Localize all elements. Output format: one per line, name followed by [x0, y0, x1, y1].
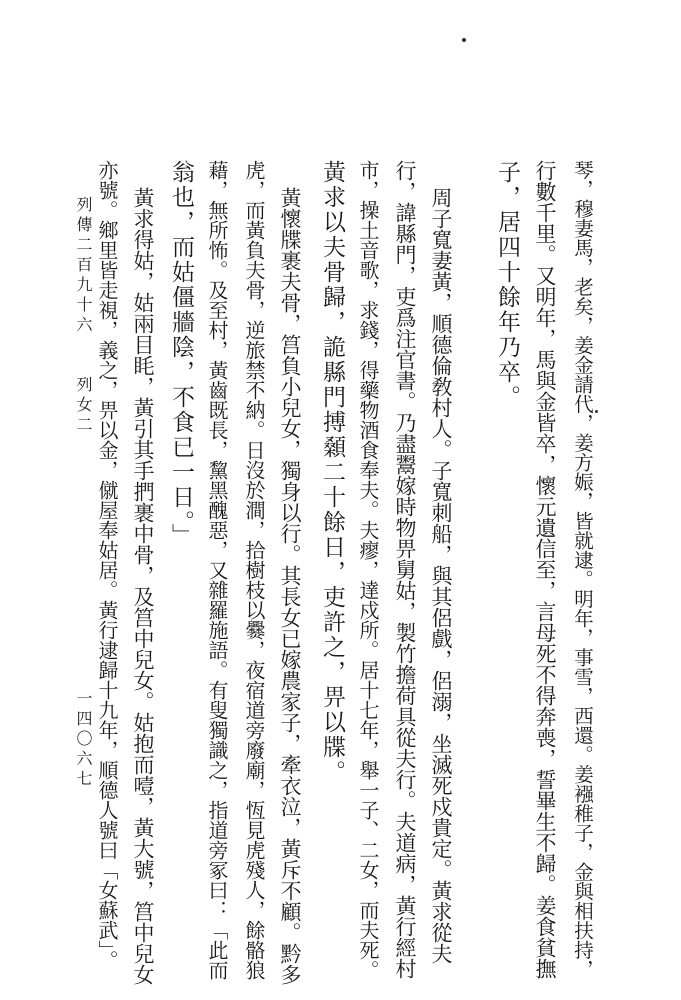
page-number: 一四〇六七: [74, 690, 93, 790]
speck: [462, 38, 466, 42]
text-column: 行，諱縣門，吏爲注官書。乃盡鬻嫁時物畀舅姑，製竹擔荷具從夫行。夫道病，黃行經村: [393, 160, 417, 979]
text-column: 虎，而黃負夫骨，逆旅禁不納。日沒於澗，拾樹枝以爨，夜宿道旁廢廟，恆見虎殘人，餘骼狼: [242, 160, 266, 980]
text-column: 藉，無所怖。及至村，黃齒既長，黧黑醜惡，又雜羅施語。有叟獨識之，指道旁冢曰：「此而: [205, 160, 229, 980]
text-column: 琴，穆妻馬，老矣，姜金請代，姜方娠，皆就逮。明年，事雪，西還。姜襁稚子，金與相扶持，: [571, 160, 594, 979]
text-column: 黃求得姑，姑兩目眊，黃引其手捫裹中骨，及筥中兒女。姑抱而噎，黃大號，筥中兒女: [131, 187, 155, 985]
text-column: 行數千里。又明年，馬與金皆卒，懷元遺信至，言母死不得奔喪，誓畢生不歸。姜食貧撫: [533, 160, 557, 979]
text-column: 黃求以夫骨歸，詭縣門搏顙二十餘日，吏許之，畀以牒。: [319, 160, 345, 785]
text-column: 黃懷牒裹夫骨，筥負小兒女，獨身以行。其長女已嫁農家子，牽衣泣，黃斥不顧。黔多: [278, 187, 302, 985]
text-column: 市，操土音歌，求錢，得藥物酒食奉夫。夫瘳，達戍所。居十七年，舉一子、二女，而夫死。: [356, 160, 380, 980]
running-head: 列傳二百九十六 列女二: [74, 196, 93, 436]
text-column: 子，居四十餘年乃卒。: [494, 160, 520, 410]
text-column: 周子寬妻黃，順德倫敎村人。子寬刺船，與其侶戲，侶溺，坐滅死戍貴定。黃求從夫: [429, 187, 453, 964]
text-column: 翁也，而姑僵牆陰，不食已一日。」: [168, 160, 194, 549]
text-column: 亦號。鄉里皆走視，義之，畀以金，僦屋奉姑居。黃行逮歸十九年，順德人號曰「女蘇武」。: [95, 160, 119, 970]
